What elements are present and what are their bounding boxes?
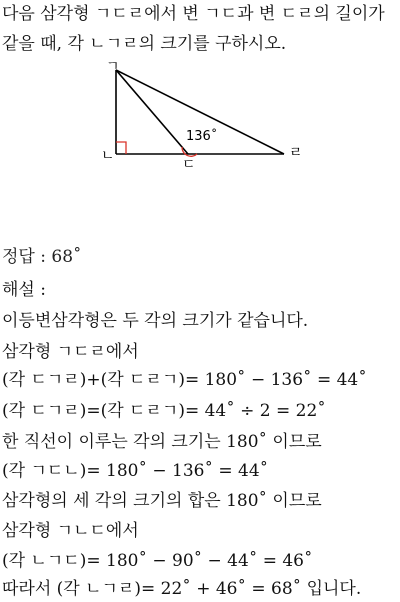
solution-step-2: 삼각형 ㄱㄷㄹ에서 bbox=[2, 342, 139, 362]
triangle-figure bbox=[100, 58, 320, 168]
solution-step-6: (각 ㄱㄷㄴ)= 180˚ − 136˚ = 44˚ bbox=[2, 461, 269, 481]
right-angle-marker bbox=[116, 142, 126, 154]
explanation-label: 해설 : bbox=[2, 280, 46, 300]
problem-line-2: 같을 때, 각 ㄴㄱㄹ의 크기를 구하시오. bbox=[2, 34, 287, 54]
vertex-label-digeut: ㄷ bbox=[182, 157, 196, 168]
solution-step-4: (각 ㄷㄱㄹ)=(각 ㄷㄹㄱ)= 44˚ ÷ 2 = 22˚ bbox=[2, 401, 326, 421]
solution-step-5: 한 직선이 이루는 각의 크기는 180˚ 이므로 bbox=[2, 432, 322, 452]
solution-step-1: 이등변삼각형은 두 각의 크기가 같습니다. bbox=[2, 311, 309, 331]
solution-step-3: (각 ㄷㄱㄹ)+(각 ㄷㄹㄱ)= 180˚ − 136˚ = 44˚ bbox=[2, 370, 367, 390]
vertex-label-rieul: ㄹ bbox=[289, 145, 303, 161]
vertex-label-giyeok: ㄱ bbox=[106, 59, 120, 75]
solution-step-9: (각 ㄴㄱㄷ)= 180˚ − 90˚ − 44˚ = 46˚ bbox=[2, 551, 313, 571]
solution-step-8: 삼각형 ㄱㄴㄷ에서 bbox=[2, 521, 139, 541]
vertex-label-nieun: ㄴ bbox=[101, 148, 115, 164]
answer-label: 정답 : 68˚ bbox=[2, 247, 82, 267]
side-giyeok-digeut bbox=[116, 70, 188, 154]
angle-value-136: 136˚ bbox=[186, 129, 218, 144]
solution-step-7: 삼각형의 세 각의 크기의 합은 180˚ 이므로 bbox=[2, 491, 322, 511]
solution-step-10: 따라서 (각 ㄴㄱㄹ)= 22˚ + 46˚ = 68˚ 입니다. bbox=[2, 579, 362, 599]
problem-line-1: 다음 삼각형 ㄱㄷㄹ에서 변 ㄱㄷ과 변 ㄷㄹ의 길이가 bbox=[2, 4, 385, 24]
